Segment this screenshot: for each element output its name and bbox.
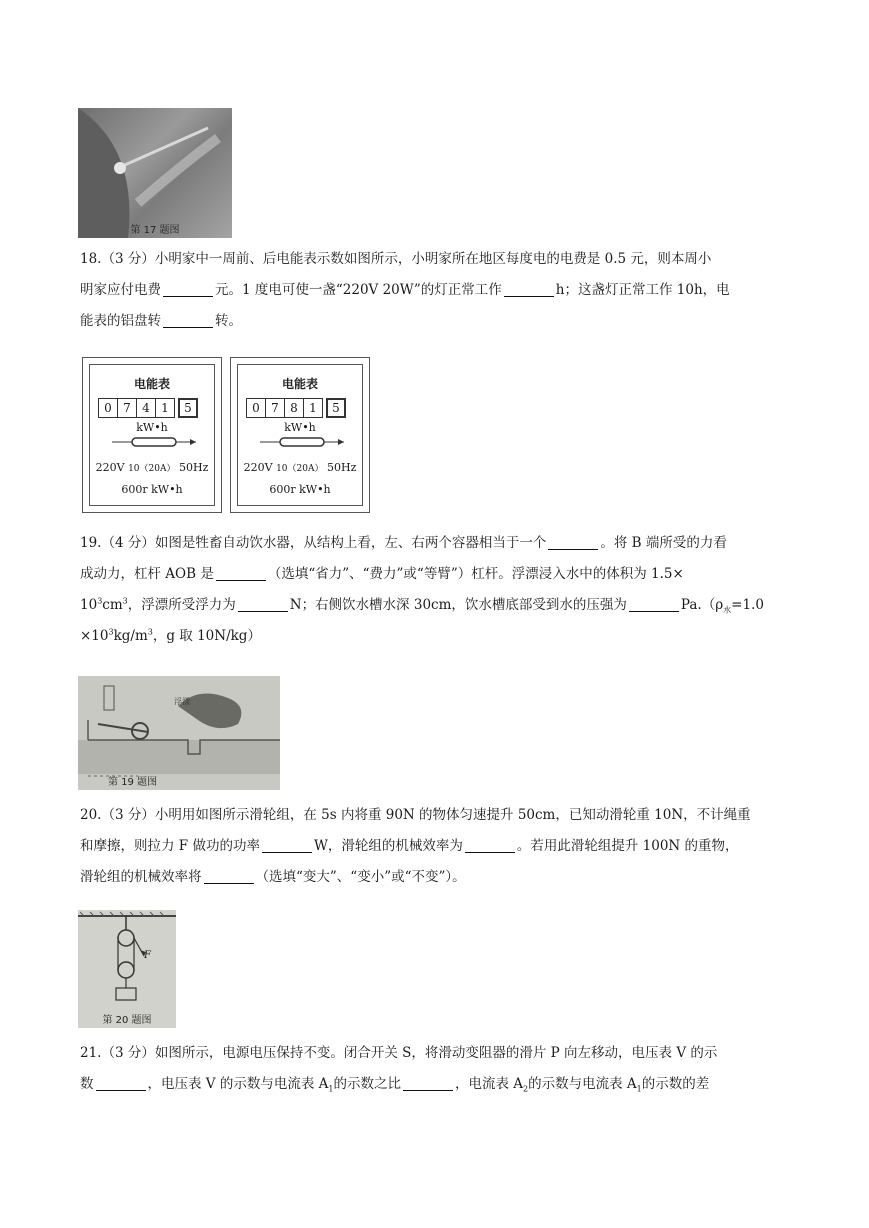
- q20-text: 和摩擦，则拉力 F 做功的功率: [80, 838, 260, 854]
- question-20: [80, 800, 792, 893]
- meter-frame: [89, 364, 215, 506]
- meter-unit: kW•h: [136, 421, 168, 434]
- answer-blank[interactable]: [465, 839, 515, 854]
- q19-text: cm: [102, 597, 123, 613]
- meter-digits: [98, 398, 197, 418]
- q19-text: （选填“省力”、“费力”或“等臂”）杠杆。浮漂浸入水中的体积为 1.5×: [267, 566, 684, 582]
- figure-17-illustration: [78, 108, 232, 238]
- q20-text: （选填“变大”、“变小”或“不变”）。: [255, 869, 466, 885]
- superscript: 3: [122, 596, 128, 606]
- q19-text: N；右侧饮水槽水深 30cm，饮水槽底部受到水的压强为: [289, 597, 627, 613]
- meter-digits: [246, 398, 345, 418]
- meter-spec: [94, 461, 210, 474]
- meter-frame: [237, 364, 363, 506]
- meter-title: 电能表: [133, 377, 170, 391]
- meter-digit: 1: [303, 398, 323, 418]
- meter-digit: 7: [265, 398, 285, 418]
- answer-blank[interactable]: [548, 536, 598, 551]
- meter-digit-decimal: 5: [326, 398, 346, 418]
- figure-19-float-label: 浮漂: [174, 697, 190, 706]
- q20-text: 滑轮组的机械效率将: [80, 869, 202, 885]
- meter-current: 10（20A）: [128, 464, 176, 474]
- subscript: 2: [523, 1084, 529, 1094]
- question-21: [80, 1038, 792, 1100]
- energy-meter-before: [82, 357, 222, 513]
- meter-frequency: 50Hz: [178, 461, 209, 474]
- q18-text: h；这盏灯正常工作 10h，电: [555, 282, 730, 298]
- meter-title: 电能表: [281, 377, 318, 391]
- answer-blank[interactable]: [163, 314, 213, 329]
- q21-text: 的示数之比: [333, 1076, 401, 1092]
- q18-line1: 18.（3 分）小明家中一周前、后电能表示数如图所示，小明家所在地区每度电的电费是 0.5 元，则本周小: [80, 251, 712, 267]
- question-18: [80, 244, 792, 337]
- meter-digit: 4: [136, 398, 156, 418]
- answer-blank[interactable]: [96, 1077, 146, 1092]
- q19-text: Pa.（ρ: [680, 597, 724, 613]
- meter-digit-decimal: 5: [178, 398, 198, 418]
- figure-17-caption: 第 17 题图: [130, 225, 180, 236]
- figure-19-photo: [78, 676, 280, 790]
- meter-digit: 8: [284, 398, 304, 418]
- meter-disc-icon: [258, 435, 346, 449]
- question-19: [80, 528, 792, 652]
- meter-disc-icon: [110, 435, 198, 449]
- subscript: 水: [723, 605, 732, 615]
- meter-digit: 1: [155, 398, 175, 418]
- q21-text: ，电压表 V 的示数与电流表 A: [147, 1076, 329, 1092]
- q21-text: ，电流表 A: [454, 1076, 524, 1092]
- meter-unit: kW•h: [284, 421, 316, 434]
- answer-blank[interactable]: [216, 567, 266, 582]
- q18-text: 明家应付电费: [80, 282, 161, 298]
- q19-text: ×10: [80, 628, 109, 644]
- q19-text: 10: [80, 597, 98, 613]
- q18-text: 转。: [215, 313, 242, 329]
- superscript: 3: [108, 627, 114, 637]
- q19-text: 。将 B 端所受的力看: [600, 535, 727, 551]
- answer-blank[interactable]: [403, 1077, 453, 1092]
- force-label: F: [144, 950, 151, 961]
- q19-text: ，浮漂所受浮力为: [127, 597, 236, 613]
- q21-text: 的示数与电流表 A: [528, 1076, 637, 1092]
- figure-19-caption: 第 19 题图: [108, 777, 158, 788]
- meter-spec: [242, 461, 358, 474]
- subscript: 1: [328, 1084, 334, 1094]
- q19-text: =1.0: [731, 597, 764, 613]
- meter-voltage: 220V: [243, 461, 273, 474]
- answer-blank[interactable]: [629, 598, 679, 613]
- q20-line1: 20.（3 分）小明用如图所示滑轮组，在 5s 内将重 90N 的物体匀速提升 50cm，已知动滑轮重 10N，不计绳重: [80, 807, 751, 823]
- q21-text: 数: [80, 1076, 94, 1092]
- answer-blank[interactable]: [504, 283, 554, 298]
- subscript: 1: [636, 1084, 642, 1094]
- meter-frequency: 50Hz: [326, 461, 357, 474]
- answer-blank[interactable]: [204, 870, 254, 885]
- q19-text: 19.（4 分）如图是牲畜自动饮水器，从结构上看，左、右两个容器相当于一个: [80, 535, 547, 551]
- q21-text: 的示数的差: [641, 1076, 710, 1092]
- meter-rate: 600r kW•h: [121, 483, 183, 496]
- superscript: 3: [147, 627, 153, 637]
- meter-digit: 7: [117, 398, 137, 418]
- figure-17-photo: [78, 108, 232, 238]
- meter-digit: 0: [246, 398, 266, 418]
- figure-20-photo: [78, 910, 176, 1028]
- q18-text: 能表的铝盘转: [80, 313, 161, 329]
- meter-rate: 600r kW•h: [269, 483, 331, 496]
- meter-digit: 0: [98, 398, 118, 418]
- q20-text: W，滑轮组的机械效率为: [313, 838, 463, 854]
- meter-current: 10（20A）: [276, 464, 324, 474]
- superscript: 3: [97, 596, 103, 606]
- q19-text: ，g 取 10N/kg）: [152, 628, 261, 644]
- q20-text: 。若用此滑轮组提升 100N 的重物，: [516, 838, 739, 854]
- q21-line1: 21.（3 分）如图所示，电源电压保持不变。闭合开关 S，将滑动变阻器的滑片 P 向左移动，电压表 V 的示: [80, 1045, 718, 1061]
- energy-meter-after: [230, 357, 370, 513]
- answer-blank[interactable]: [262, 839, 312, 854]
- answer-blank[interactable]: [238, 598, 288, 613]
- answer-blank[interactable]: [163, 283, 213, 298]
- q18-text: 元。1 度电可使一盏“220V 20W”的灯正常工作: [215, 282, 502, 298]
- q19-text: 成动力，杠杆 AOB 是: [80, 566, 214, 582]
- q19-text: kg/m: [113, 628, 148, 644]
- figure-20-caption: 第 20 题图: [102, 1015, 152, 1026]
- meter-voltage: 220V: [95, 461, 125, 474]
